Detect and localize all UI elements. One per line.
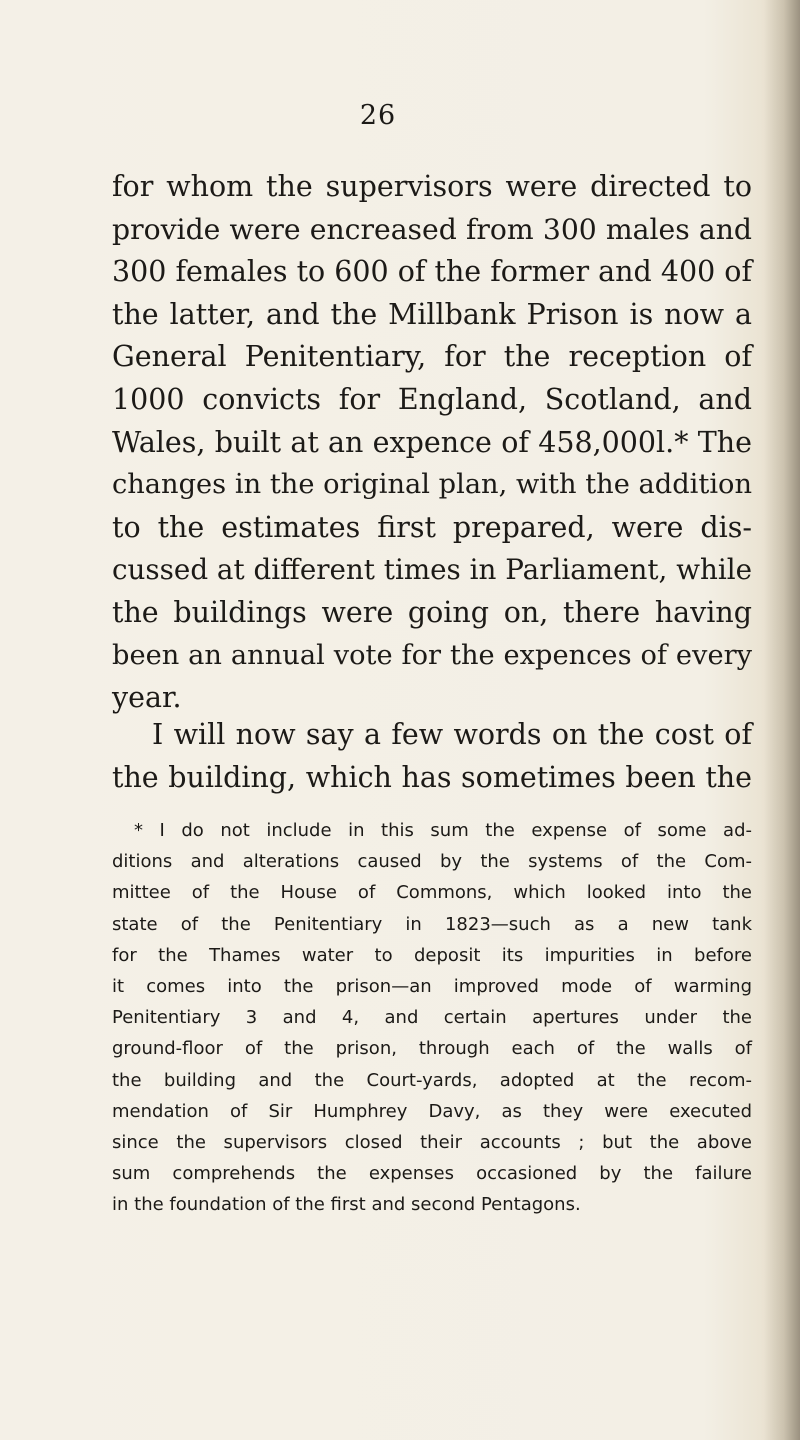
text-line: I will now say a few words on the cost of [152, 718, 752, 751]
second-paragraph [112, 714, 752, 799]
text-line: 300 females to 600 of the former and 400 of [112, 255, 752, 289]
text-line: the buildings were going on, there having [112, 595, 752, 629]
page-number: 26 [359, 100, 397, 131]
footnote-line: for the Thames water to deposit its impurities in before [112, 944, 752, 966]
footnote-line: sum comprehends the expenses occasioned by the failure [112, 1163, 752, 1185]
text-line: 1000 convicts for England, Scotland, and [112, 382, 752, 416]
text-line: been an annual vote for the expences of every [112, 639, 752, 671]
footnote-line: mendation of Sir Humphrey Davy, as they were executed [112, 1100, 752, 1122]
footnote-line: ditions and alterations caused by the systems of the Com- [112, 851, 752, 873]
text-line: year. [112, 681, 182, 715]
footnote-line: Penitentiary 3 and 4, and certain apertures under the [112, 1007, 752, 1029]
text-line: Wales, built at an expence of 458,000l.* The [112, 425, 752, 459]
text-line: provide were encreased from 300 males and [112, 212, 752, 246]
text-line: changes in the original plan, with the addition [112, 469, 752, 501]
text-line: cussed at different times in Parliament, while [112, 553, 752, 587]
text-line: the building, which has sometimes been the [112, 760, 752, 794]
footnote [112, 815, 752, 1221]
text-line: the latter, and the Millbank Prison is now a [112, 297, 752, 331]
text-line: for whom the supervisors were directed to [112, 170, 752, 203]
footnote-line: * I do not include in this sum the expense of some ad- [134, 820, 752, 841]
main-paragraph [112, 166, 752, 720]
text-line: to the estimates first prepared, were dis- [112, 510, 752, 544]
footnote-line: ground-floor of the prison, through each of the walls of [112, 1038, 752, 1060]
text-line: General Penitentiary, for the reception of [112, 340, 752, 374]
footnote-line: the building and the Court-yards, adopted at the recom- [112, 1069, 752, 1091]
footnote-line: it comes into the prison—an improved mode of warming [112, 976, 752, 998]
footnote-line: since the supervisors closed their accounts ; but the above [112, 1132, 752, 1154]
footnote-line: mittee of the House of Commons, which looked into the [112, 882, 752, 904]
footnote-line: state of the Penitentiary in 1823—such as a new tank [112, 913, 752, 935]
footnote-line: in the foundation of the first and second Pentagons. [112, 1194, 581, 1216]
page-edge-shadow [764, 0, 800, 1440]
